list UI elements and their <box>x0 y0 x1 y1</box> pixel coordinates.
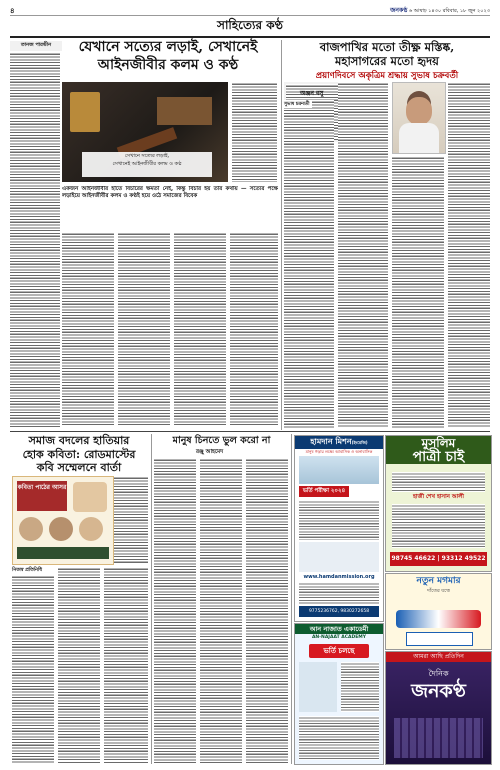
books-icon <box>157 97 212 125</box>
ad-hamdan-title: হামদান মিশন(ইংরেজি) <box>295 436 383 449</box>
fold-rule <box>10 431 490 432</box>
story2-subhead: প্রয়াণদিবসে অকৃত্রিম শ্রদ্ধায় সুভাষ চক্রবর্তী <box>315 71 459 81</box>
ad-toothpaste-title: নতুন মগমার <box>416 576 461 586</box>
ad-annajaat-admission: ভর্তি চলছে <box>309 644 369 658</box>
column-divider <box>281 40 282 430</box>
story4-byline: রঞ্জু আহমেদ <box>196 449 224 455</box>
ad-hamdan-students-photo <box>299 542 379 572</box>
story1-col6 <box>230 232 278 427</box>
ad-janakantha[interactable] <box>385 651 492 765</box>
ad-annajaat-title-en: AN-NAJAAT ACADEMY <box>311 635 367 640</box>
poet-photo <box>73 482 107 512</box>
scales-of-justice-icon <box>70 92 100 132</box>
story1-col2a <box>232 82 277 182</box>
ad-hamdan-url[interactable]: www.hamdanmission.org <box>303 574 375 580</box>
ad-annajaat-title: আন নাজাত একাডেমী <box>295 624 383 634</box>
ad-janakantha-line1: আমরা আছি প্রতিদিন <box>386 652 491 662</box>
masthead: জনকণ্ঠ <box>390 7 408 14</box>
story4-col3 <box>246 458 288 763</box>
header-rule <box>10 15 490 16</box>
story4-col2 <box>200 458 242 763</box>
story4-headline: মানুষ চিনতে ভুল করো না <box>172 435 271 446</box>
story2-col4 <box>448 82 490 428</box>
ad-janakantha-line2: দৈনিক <box>428 669 449 678</box>
poster-title: কবিতা পাঠের আসর <box>17 481 67 511</box>
ad-toothpaste[interactable] <box>385 573 492 650</box>
story3-headline: সমাজ বদলের হাতিয়ার হোক কবিতা: রোডমাস্টের কবি সম্মেলনে বার্তা <box>22 434 136 474</box>
story1-col3 <box>62 232 114 427</box>
page-number: ৪ <box>10 7 15 15</box>
story2-col3 <box>392 156 444 428</box>
story1-col5 <box>174 232 226 427</box>
story1-kicker: তানজ পারভীন <box>10 41 62 51</box>
story3-byline: নিজস্ব প্রতিনিধি <box>12 568 42 573</box>
ad-hamdan-tagline: মানুষ গড়ার লক্ষ্যে আবাসিক ও অনাবাসিক <box>305 449 373 454</box>
story2-byline: অঞ্জন বসু <box>300 90 324 97</box>
ad-patri-name: হাজী শেখ হাসান আলী <box>413 494 464 500</box>
portrait-photo <box>392 82 446 154</box>
story3-col2 <box>58 567 100 763</box>
ad-toothpaste-sub: দাঁতের যত্নে <box>427 588 450 594</box>
ad-janakantha-crowd <box>394 718 483 758</box>
story1-headline: যেখানে সত্যের লড়াই, সেখানেই আইনজীবীর কলম ও কণ্ঠ <box>78 39 258 73</box>
story1-photo <box>62 82 228 182</box>
story2-col2 <box>338 82 388 428</box>
ad-patri-phone[interactable]: 98745 46622 | 93312 49522 <box>390 552 487 566</box>
ad-hamdan-admission: ভর্তি পরীক্ষা ২০২৪ <box>299 486 349 497</box>
photo-caption-box: সেখানে সত্যের লড়াই, সেখানেই আইনজীবীর কলম ও কণ্ঠ <box>82 152 212 177</box>
page-header <box>10 5 490 15</box>
story1-col1 <box>10 52 60 427</box>
column-divider-3 <box>291 434 292 764</box>
story2-headline: বাজপাখির মতো তীক্ষ্ণ মস্তিষ্ক, মহাসাগরের মতো হৃদয় <box>319 40 455 68</box>
ad-patri-chai[interactable] <box>385 435 492 572</box>
story2-lead-name: সুভাষ চক্রবর্তী <box>284 102 310 107</box>
story3-col3 <box>104 567 148 763</box>
ad-hamdan-building-photo <box>299 456 379 484</box>
ad-patri-line1: মুসলিম <box>421 436 456 450</box>
toothpaste-tube-icon <box>396 610 481 628</box>
column-divider-2 <box>151 434 152 764</box>
story3-col1 <box>12 575 54 763</box>
story2-col1 <box>284 100 334 428</box>
story3-side-col <box>114 476 148 564</box>
ad-patri-line2: পাত্রী চাই <box>412 449 465 465</box>
ad-annajaat-student-photo <box>299 662 337 712</box>
section-title: সাহিত্যের কণ্ঠ <box>217 18 283 32</box>
story4-col1 <box>154 458 196 763</box>
toothpaste-box-icon <box>406 632 473 646</box>
story1-col4 <box>118 232 170 427</box>
story3-poster <box>12 476 114 565</box>
date-line: জনকণ্ঠ ৬ আষাঢ় ১৪৩০ রবিবার, ১৮ জুন ২০২৩ <box>390 7 490 14</box>
ad-janakantha-line3: জনকণ্ঠ <box>411 680 466 702</box>
ad-annajaat-academy[interactable] <box>294 623 384 765</box>
story1-highlight: একজন আইনজীবীর হাতে বিচারের ক্ষমতা নেই, কিন্তু বিচার হয় তার কথায় — সত্যের পক্ষে লড়াইয়ে আইনজীবীর কলম ও কণ্ঠই হয়ে ওঠে সমাজের বিবেক <box>62 186 278 200</box>
ad-hamdan-phone[interactable]: 9775236762, 9830272658 <box>299 606 379 617</box>
ad-hamdan-mission[interactable] <box>294 435 384 622</box>
